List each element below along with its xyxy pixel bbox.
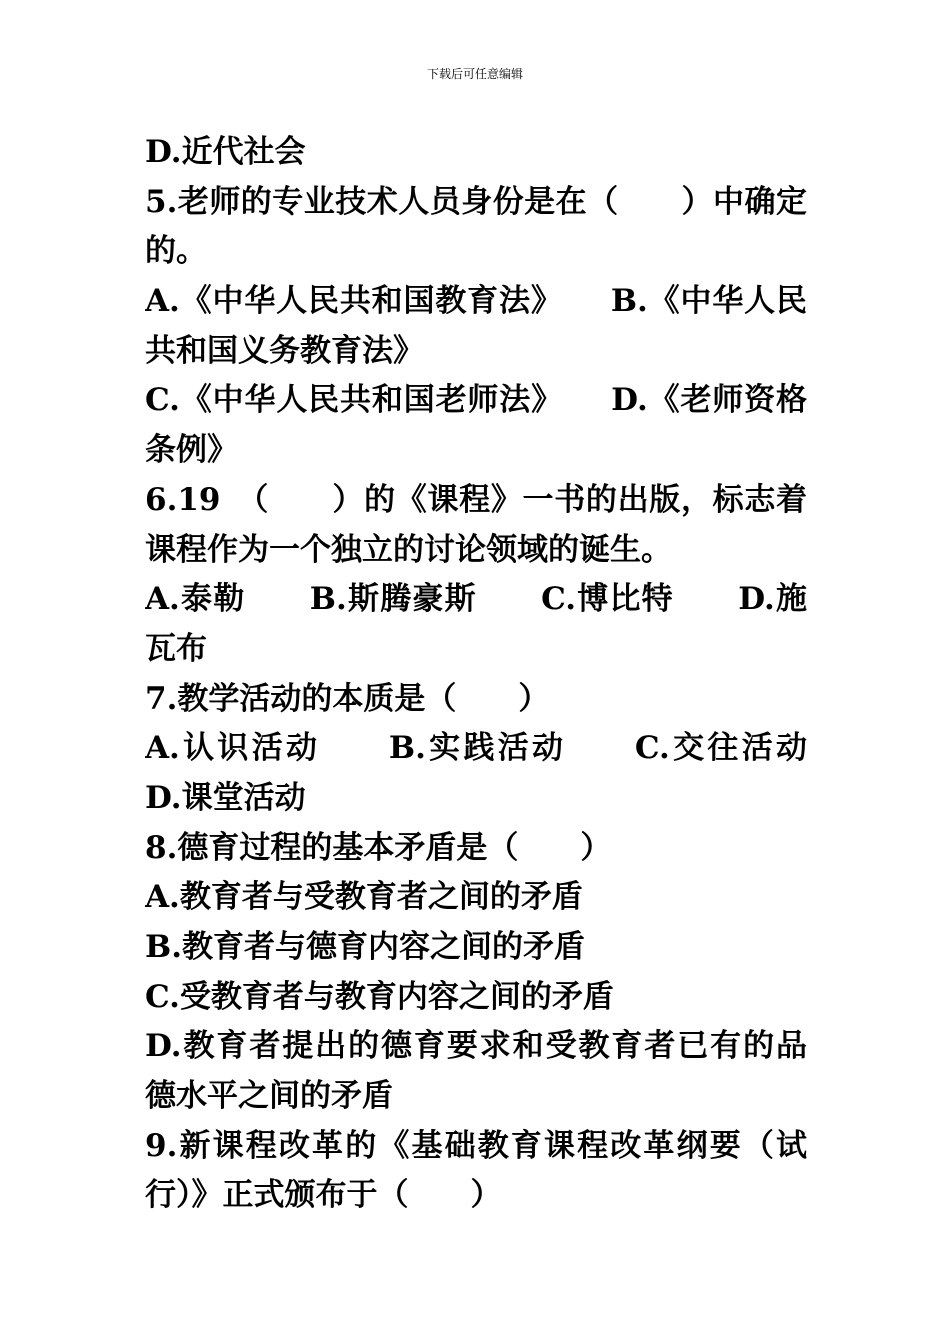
question-5-line: 5.老师的专业技术人员身份是在（ ）中确定 [145,183,807,220]
option-line: B.教育者与德育内容之间的矛盾 [145,929,585,965]
document-body [145,128,807,1221]
option-line: A.《中华人民共和国教育法》 B.《中华人民 [145,283,807,320]
option-line: 德水平之间的矛盾 [145,1078,393,1115]
question-9-line: 行）》正式颁布于（ ） [145,1177,502,1214]
question-8-line: 8.德育过程的基本矛盾是（ ） [145,829,612,866]
question-9-line: 9.新课程改革的《基础教育课程改革纲要（试 [145,1127,807,1164]
option-line: 共和国义务教育法》 [145,332,424,369]
option-line: C.受教育者与教育内容之间的矛盾 [145,978,614,1015]
question-6-line: 课程作为一个独立的讨论领域的诞生。 [145,531,672,568]
option-line: 瓦布 [145,630,207,667]
option-line: D.课堂活动 [145,779,306,816]
page-header: 下载后可任意编辑 [426,67,523,81]
question-6-line: 6.19 （ ）的《课程》一书的出版，标志着 [145,481,807,518]
option-line: A.认识活动 B.实践活动 C.交往活动 [145,730,807,767]
option-line: 条例》 [145,432,238,469]
option-line: A.泰勒 B.斯腾豪斯 C.博比特 D.施 [145,581,807,618]
option-line: D.近代社会 [145,134,306,170]
question-7-line: 7.教学活动的本质是（ ） [145,680,550,717]
question-5-line: 的。 [145,233,207,270]
option-line: C.《中华人民共和国老师法》 D.《老师资格 [145,382,807,419]
option-line: D.教育者提出的德育要求和受教育者已有的品 [145,1028,807,1065]
option-line: A.教育者与受教育者之间的矛盾 [145,879,583,916]
